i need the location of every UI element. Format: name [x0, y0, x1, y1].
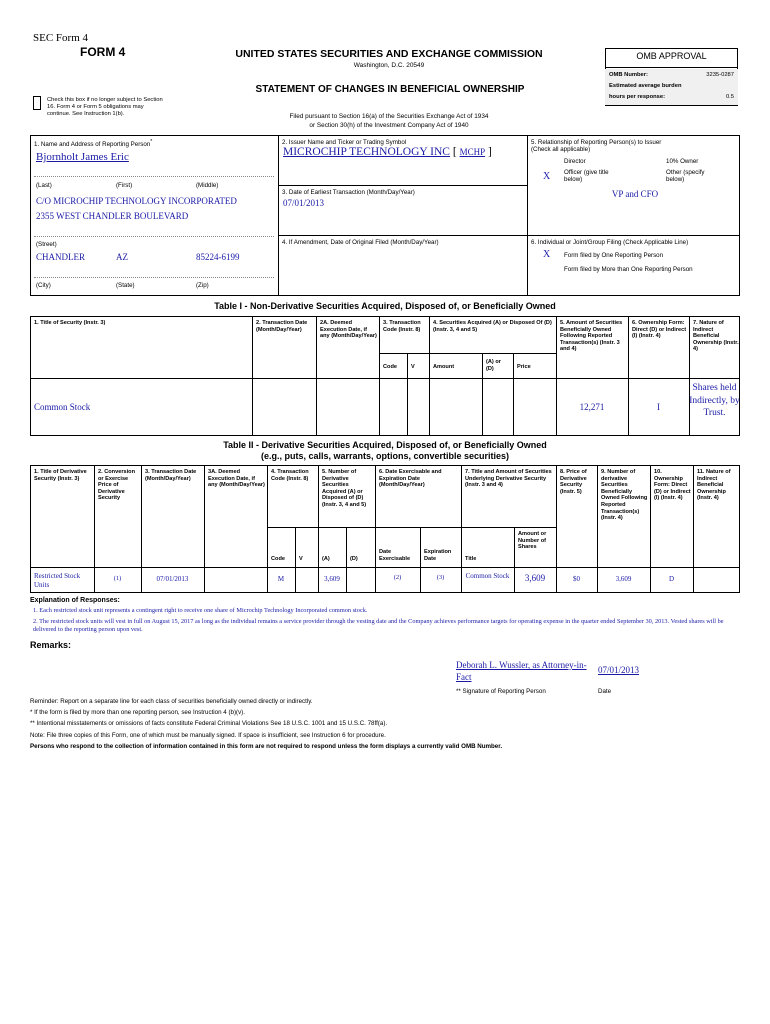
- t1-col-transaction-date: 2. Transaction Date (Month/Day/Year): [256, 320, 308, 333]
- t1-row-ownership-form: I: [657, 402, 660, 412]
- signature-label: ** Signature of Reporting Person: [456, 688, 546, 695]
- director-label: Director: [564, 158, 586, 165]
- t2-row-title: Restricted Stock Units: [34, 572, 81, 589]
- box6-label: 6. Individual or Joint/Group Filing (Check Applicable Line): [531, 239, 689, 246]
- t2-row-price: $0: [573, 575, 580, 583]
- officer-checkmark[interactable]: X: [543, 171, 551, 182]
- remarks-title: Remarks:: [30, 640, 72, 650]
- state-label: (State): [116, 282, 135, 289]
- t2-col-title: 1. Title of Derivative Security (Instr. 3): [34, 469, 87, 482]
- ten-percent-owner-label: 10% Owner: [666, 158, 699, 165]
- box1-label: 1. Name and Address of Reporting Person*: [34, 139, 153, 149]
- t2-col-underlying: 7. Title and Amount of Securities Underlying Derivative Security (Instr. 3 and 4): [465, 469, 552, 489]
- officer-title: VP and CFO: [611, 189, 659, 199]
- city-label: (City): [36, 282, 51, 289]
- t1-col-securities-acquired: 4. Securities Acquired (A) or Disposed Of (D) (Instr. 3, 4 and 5): [433, 320, 552, 333]
- section16-checkbox-text: Check this box if no longer subject to Section 16. Form 4 or Form 5 obligations may continue. See Instruction 1(b).: [47, 97, 163, 117]
- omb-burden-value: 0.5: [725, 94, 734, 100]
- multiple-persons-note: * If the form is filed by more than one reporting person, see Instruction 4 (b)(v).: [30, 709, 245, 716]
- t2-sub-code: Code: [271, 556, 285, 562]
- agency-name: UNITED STATES SECURITIES AND EXCHANGE COMMISSION: [235, 48, 543, 60]
- agency-location: Washington, D.C. 20549: [353, 62, 425, 69]
- t2-row-owned: 3,609: [615, 575, 632, 583]
- t1-row-title: Common Stock: [34, 402, 91, 412]
- t1-sub-amount: Amount: [433, 364, 455, 370]
- form-title: FORM 4: [80, 45, 126, 59]
- box5-label-2: (Check all applicable): [531, 146, 591, 153]
- omb-burden-label-2: hours per response:: [609, 94, 666, 100]
- t1-col-ownership-form: 6. Ownership Form: Direct (D) or Indirect (I) (Instr. 4): [632, 320, 687, 340]
- t2-col-nature: 11. Nature of Indirect Beneficial Ownership (Instr. 4): [697, 469, 731, 502]
- t1-sub-code: Code: [383, 364, 397, 370]
- t2-row-conversion-price: (1): [113, 575, 122, 582]
- t2-row-acquired: 3,609: [324, 575, 340, 583]
- first-name-label: (First): [116, 182, 133, 189]
- t1-col-transaction-code: 3. Transaction Code (Instr. 8): [383, 320, 421, 333]
- t2-row-underlying-title: Common Stock: [465, 572, 510, 580]
- issuer-name-line: [283, 146, 492, 158]
- box3-label: 3. Date of Earliest Transaction (Month/Day/Year): [282, 189, 415, 196]
- date-label: Date: [598, 688, 612, 695]
- city-value: CHANDLER: [36, 252, 85, 262]
- t2-col-price: 8. Price of Derivative Security (Instr. 5): [560, 469, 587, 495]
- footnote-1: 1. Each restricted stock unit represents a contingent right to receive one share of Microchip Technology Incorporated common stock.: [33, 607, 368, 614]
- table2-title-1: Table II - Derivative Securities Acquired, Disposed of, or Beneficially Owned: [223, 440, 547, 450]
- t2-row-ownership-form: D: [668, 575, 675, 583]
- form-label: SEC Form 4: [33, 32, 89, 44]
- one-person-checkmark[interactable]: X: [543, 249, 551, 260]
- omb-burden-label-1: Estimated average burden: [609, 83, 682, 89]
- t1-col-amount-owned: 5. Amount of Securities Beneficially Owned Following Reported Transaction(s) (Instr. 3 and 4): [560, 320, 623, 353]
- more-persons-label: Form filed by More than One Reporting Person: [564, 266, 693, 273]
- t1-col-title: 1. Title of Security (Instr. 3): [34, 320, 106, 326]
- signature: Deborah L. Wussler, as Attorney-in-Fact: [456, 660, 587, 682]
- t2-sub-title: Title: [465, 556, 477, 562]
- t1-col-deemed-date: 2A. Deemed Execution Date, if any (Month/Day/Year): [320, 320, 377, 340]
- file-copies-note: Note: File three copies of this Form, one of which must be manually signed. If space is insufficient, see Instruction 6 for procedure.: [30, 732, 386, 739]
- t2-sub-expiration-date: Expiration Date: [424, 549, 452, 562]
- ticker-bracket-close: ]: [487, 146, 492, 158]
- ticker-symbol[interactable]: MCHP: [459, 147, 486, 157]
- box4-label: 4. If Amendment, Date of Original Filed (Month/Day/Year): [282, 239, 439, 246]
- t2-sub-d: (D): [350, 556, 358, 562]
- t2-row-underlying-amount: 3,609: [524, 573, 546, 583]
- t2-sub-v: V: [299, 556, 303, 562]
- t2-col-exercise-dates: 6. Date Exercisable and Expiration Date (Month/Day/Year): [379, 469, 442, 489]
- t1-sub-price: Price: [517, 364, 531, 370]
- explanation-title: Explanation of Responses:: [30, 597, 120, 604]
- omb-number-label: OMB Number:: [609, 72, 648, 78]
- table1-title: Table I - Non-Derivative Securities Acquired, Disposed of, or Beneficially Owned: [214, 301, 556, 311]
- issuer-name[interactable]: MICROCHIP TECHNOLOGY INC: [283, 146, 450, 158]
- misstatement-note: ** Intentional misstatements or omissions of facts constitute Federal Criminal Violations See 18 U.S.C. 1001 and 15 U.S.C. 78ff(a).: [30, 720, 388, 727]
- t2-col-owned: 9. Number of derivative Securities Beneficially Owned Following Reported Transaction(s) (Instr. 4): [601, 469, 648, 522]
- omb-respond-note: Persons who respond to the collection of information contained in this form are not required to respond unless the form displays a currently valid OMB Number.: [30, 743, 503, 750]
- t2-col-deemed-date: 3A. Deemed Execution Date, if any (Month/Day/Year): [208, 469, 265, 489]
- t1-row-amount-owned: 12,271: [579, 402, 605, 412]
- t2-row-code: M: [277, 575, 285, 583]
- box2-label: 2. Issuer Name and Ticker or Trading Symbol: [282, 139, 407, 146]
- t2-sub-amount: Amount or Number of Shares: [518, 531, 547, 551]
- t2-col-ownership-form: 10. Ownership Form: Direct (D) or Indirect (I) (Instr. 4): [654, 469, 691, 502]
- street-label: (Street): [36, 241, 57, 248]
- address-line-1: C/O MICROCHIP TECHNOLOGY INCORPORATED: [36, 196, 237, 206]
- officer-label-1: Officer (give title: [564, 169, 609, 176]
- t1-sub-a-or-d: (A) or (D): [486, 359, 501, 372]
- t2-row-date-exercisable: (2): [393, 574, 402, 581]
- address-line-2: 2355 WEST CHANDLER BOULEVARD: [36, 211, 189, 221]
- t1-row-nature: Shares held Indirectly, by Trust.: [689, 383, 740, 418]
- zip-value: 85224-6199: [196, 252, 240, 262]
- filed-pursuant-line-2: or Section 30(h) of the Investment Company Act of 1940: [309, 122, 469, 129]
- earliest-transaction-date: 07/01/2013: [283, 198, 325, 208]
- table2-title-2: (e.g., puts, calls, warrants, options, convertible securities): [260, 451, 510, 461]
- t1-sub-v: V: [411, 364, 415, 370]
- other-label-1: Other (specify: [666, 169, 705, 176]
- officer-label-2: below): [564, 176, 583, 183]
- t2-col-transaction-code: 4. Transaction Code (Instr. 8): [271, 469, 309, 482]
- footnote-2: 2. The restricted stock units will vest in full on August 15, 2017 as long as the individual remains a service provider through the vesting date and the Company achieves performance targets for operating expense in the quarter ended September 30, 2013. Vested shares will be delivered to the reporting person upon vest.: [33, 618, 724, 633]
- reporting-person-name[interactable]: Bjornholt James Eric: [36, 151, 129, 163]
- signature-date: 07/01/2013: [598, 665, 640, 675]
- t2-row-expiration-date: (3): [436, 574, 445, 581]
- last-name-label: (Last): [36, 182, 52, 189]
- box5-label-1: 5. Relationship of Reporting Person(s) to Issuer: [531, 139, 662, 146]
- statement-title: STATEMENT OF CHANGES IN BENEFICIAL OWNERSHIP: [255, 84, 525, 95]
- reminder-note: Reminder: Report on a separate line for each class of securities beneficially owned directly or indirectly.: [30, 698, 313, 705]
- zip-label: (Zip): [196, 282, 209, 289]
- t2-col-transaction-date: 3. Transaction Date (Month/Day/Year): [145, 469, 197, 482]
- t2-col-derivative-count: 5. Number of Derivative Securities Acquired (A) or Disposed of (D) (Instr. 3, 4 and 5): [322, 469, 367, 508]
- ticker-bracket-open: [: [452, 146, 457, 158]
- t2-sub-a: (A): [322, 556, 330, 562]
- omb-number-value: 3235-0287: [706, 72, 734, 78]
- t2-col-conversion-price: 2. Conversion or Exercise Price of Derivative Security: [98, 469, 135, 502]
- t2-sub-date-exercisable: Date Exercisable: [379, 549, 411, 562]
- other-label-2: below): [666, 176, 685, 183]
- section16-checkbox[interactable]: [33, 96, 41, 110]
- state-value: AZ: [116, 252, 128, 262]
- omb-approval-title: OMB APPROVAL: [636, 51, 707, 61]
- t2-row-transaction-date: 07/01/2013: [156, 575, 189, 583]
- middle-name-label: (Middle): [196, 182, 219, 189]
- filed-pursuant-line-1: Filed pursuant to Section 16(a) of the Securities Exchange Act of 1934: [289, 113, 489, 120]
- t1-col-nature: 7. Nature of Indirect Beneficial Ownership (Instr. 4): [693, 320, 739, 353]
- one-person-label: Form filed by One Reporting Person: [564, 252, 664, 259]
